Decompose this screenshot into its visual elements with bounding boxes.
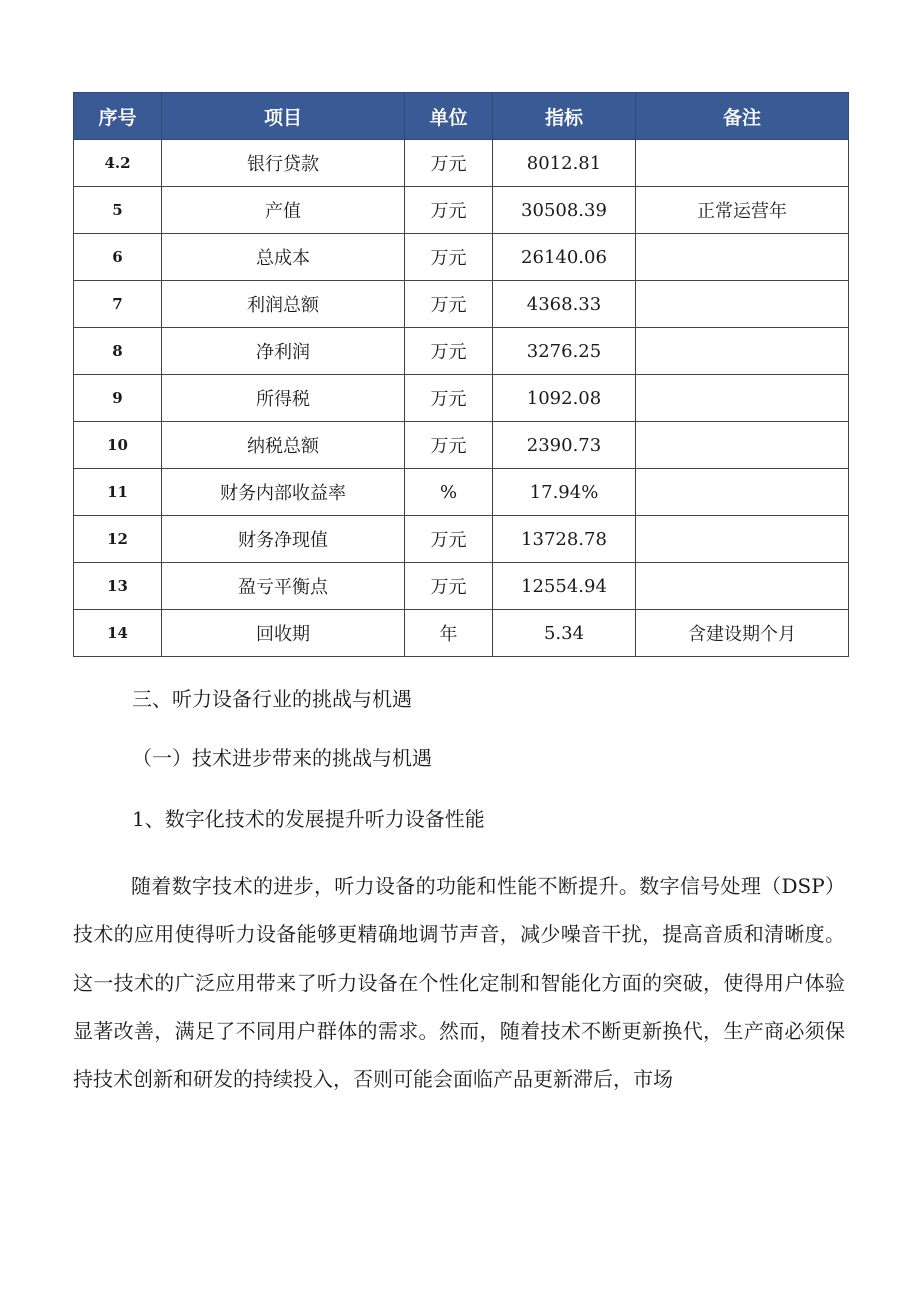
- row-unit: 万元: [405, 281, 493, 328]
- row-item: 所得税: [162, 375, 405, 422]
- row-value: 12554.94: [493, 563, 636, 610]
- row-index: 4.2: [74, 140, 162, 187]
- row-item: 财务内部收益率: [162, 469, 405, 516]
- row-index: 12: [74, 516, 162, 563]
- row-value: 17.94%: [493, 469, 636, 516]
- row-index: 11: [74, 469, 162, 516]
- row-value: 5.34: [493, 610, 636, 657]
- row-unit: 年: [405, 610, 493, 657]
- table-row: [74, 469, 849, 516]
- row-remark: 含建设期个月: [636, 610, 849, 657]
- row-item: 产值: [162, 187, 405, 234]
- row-value: 26140.06: [493, 234, 636, 281]
- row-value: 3276.25: [493, 328, 636, 375]
- row-index: 13: [74, 563, 162, 610]
- row-remark: [636, 422, 849, 469]
- table-row: [74, 140, 849, 187]
- table-row: [74, 516, 849, 563]
- row-unit: 万元: [405, 328, 493, 375]
- row-value: 2390.73: [493, 422, 636, 469]
- row-index: 9: [74, 375, 162, 422]
- table-row: [74, 328, 849, 375]
- row-index: 7: [74, 281, 162, 328]
- row-remark: [636, 563, 849, 610]
- header-index: 序号: [74, 93, 162, 140]
- row-unit: 万元: [405, 563, 493, 610]
- row-value: 30508.39: [493, 187, 636, 234]
- section-heading: 三、听力设备行业的挑战与机遇: [132, 687, 412, 711]
- row-value: 4368.33: [493, 281, 636, 328]
- header-indicator: 指标: [493, 93, 636, 140]
- row-value: 13728.78: [493, 516, 636, 563]
- row-unit: %: [405, 469, 493, 516]
- row-remark: [636, 281, 849, 328]
- table-row: [74, 375, 849, 422]
- row-remark: [636, 140, 849, 187]
- row-remark: [636, 234, 849, 281]
- row-item: 总成本: [162, 234, 405, 281]
- indicator-table: [73, 92, 849, 657]
- row-index: 8: [74, 328, 162, 375]
- row-value: 8012.81: [493, 140, 636, 187]
- row-remark: 正常运营年: [636, 187, 849, 234]
- row-item: 净利润: [162, 328, 405, 375]
- row-index: 10: [74, 422, 162, 469]
- table-header-row: [74, 93, 849, 140]
- row-unit: 万元: [405, 187, 493, 234]
- row-index: 14: [74, 610, 162, 657]
- row-remark: [636, 375, 849, 422]
- header-item: 项目: [162, 93, 405, 140]
- indicator-table-container: [73, 92, 845, 657]
- row-item: 财务净现值: [162, 516, 405, 563]
- row-item: 回收期: [162, 610, 405, 657]
- row-item: 银行贷款: [162, 140, 405, 187]
- row-unit: 万元: [405, 516, 493, 563]
- row-remark: [636, 469, 849, 516]
- table-row: [74, 281, 849, 328]
- row-remark: [636, 516, 849, 563]
- body-paragraph: 随着数字技术的进步，听力设备的功能和性能不断提升。数字信号处理（DSP）技术的应用使得听力设备能够更精确地调节声音，减少噪音干扰，提高音质和清晰度。这一技术的广泛应用带来了听力设备在个性化定制和智能化方面的突破，使得用户体验显著改善，满足了不同用户群体的需求。然而，随着技术不断更新换代，生产商必须保持技术创新和研发的持续投入，否则可能会面临产品更新滞后，市场: [73, 874, 845, 1092]
- row-index: 6: [74, 234, 162, 281]
- header-unit: 单位: [405, 93, 493, 140]
- table-row: [74, 563, 849, 610]
- row-item: 盈亏平衡点: [162, 563, 405, 610]
- row-unit: 万元: [405, 422, 493, 469]
- row-item: 纳税总额: [162, 422, 405, 469]
- header-remark: 备注: [636, 93, 849, 140]
- table-row: [74, 610, 849, 657]
- table-row: [74, 187, 849, 234]
- table-row: [74, 234, 849, 281]
- subsection-heading: （一）技术进步带来的挑战与机遇: [132, 746, 432, 770]
- table-row: [74, 422, 849, 469]
- row-unit: 万元: [405, 234, 493, 281]
- row-value: 1092.08: [493, 375, 636, 422]
- row-remark: [636, 328, 849, 375]
- row-unit: 万元: [405, 375, 493, 422]
- row-item: 利润总额: [162, 281, 405, 328]
- row-index: 5: [74, 187, 162, 234]
- point-heading: 1、数字化技术的发展提升听力设备性能: [132, 807, 485, 831]
- row-unit: 万元: [405, 140, 493, 187]
